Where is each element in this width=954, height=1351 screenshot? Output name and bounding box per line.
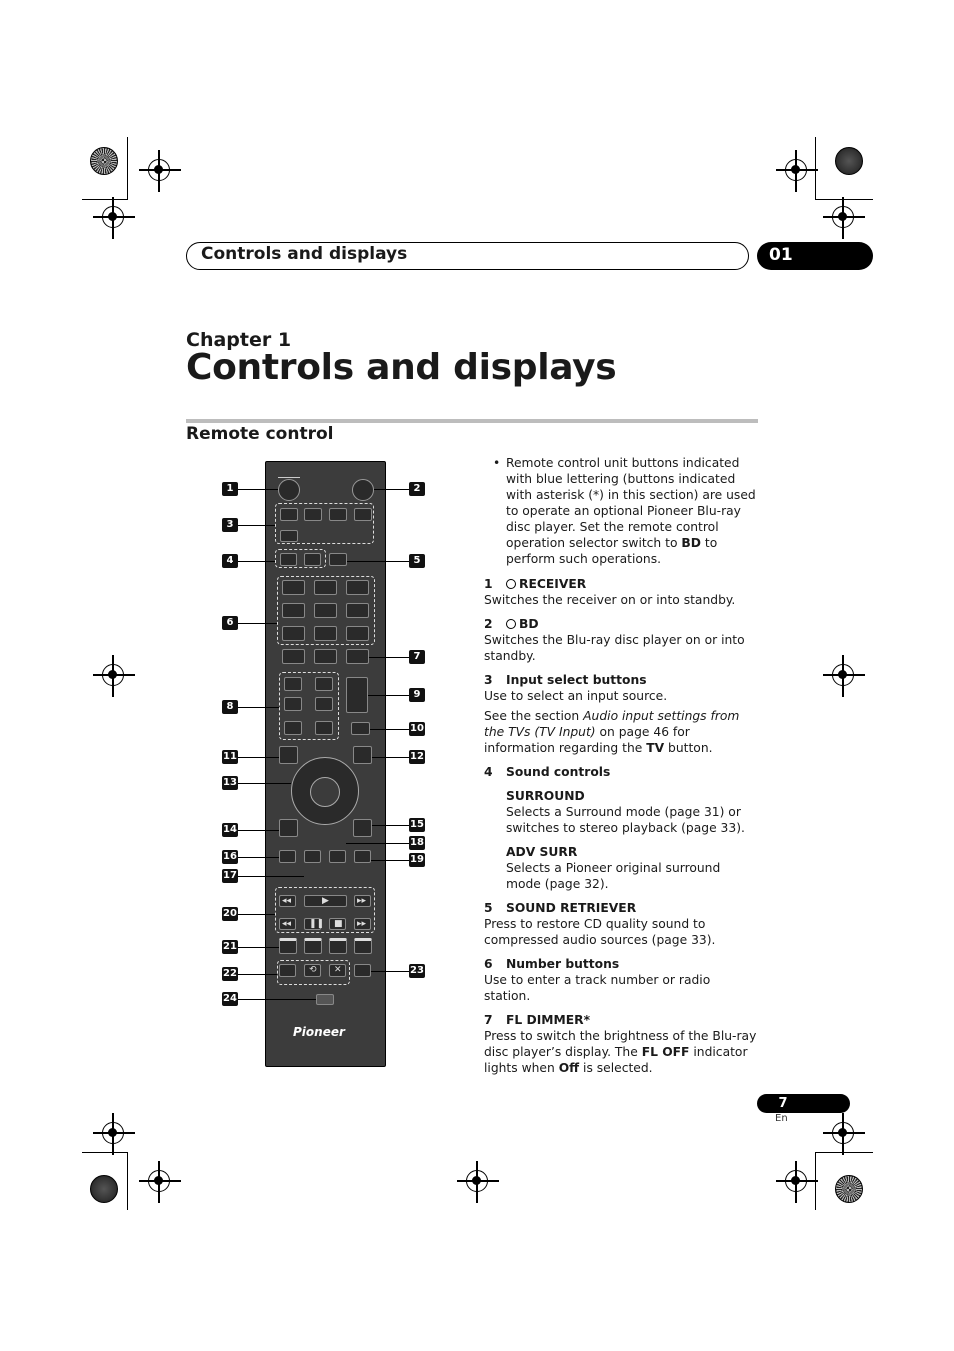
item-description: Switches the Blu-ray disc player on or into standby. [484, 633, 745, 663]
subitem-description: Selects a Surround mode (page 31) or switches to stereo playback (page 33). [506, 805, 745, 835]
callout-label: 9 [409, 688, 425, 702]
bd-power-button [352, 479, 374, 501]
item-description: Press to restore CD quality sound to compressed audio sources (page 33). [484, 917, 716, 947]
section-divider [186, 419, 758, 423]
crosshair-target-icon [832, 206, 854, 228]
next-icon: ▸▸ [357, 919, 367, 929]
registration-burst-icon [90, 1175, 118, 1203]
item-heading: 5 SOUND RETRIEVER [484, 901, 637, 915]
chapter-label: Chapter 1 [186, 329, 292, 351]
callout-label: 11 [223, 751, 237, 762]
callout-label: 23 [410, 965, 424, 976]
shuffle-icon: ✕ [334, 965, 342, 975]
registration-burst-icon [835, 147, 863, 175]
callout-label: 24 [223, 993, 237, 1004]
item-description: Switches the receiver on or into standby. [484, 593, 736, 607]
registration-burst-icon [90, 147, 118, 175]
item-heading: 2 BD [484, 617, 539, 631]
callout-label: 13 [223, 777, 237, 788]
callout-label: 14 [223, 824, 237, 835]
chapter-title: Controls and displays [186, 347, 617, 388]
callout-label: 15 [410, 819, 424, 830]
callout-label: 7 [409, 650, 425, 664]
registration-burst-icon [835, 1175, 863, 1203]
stop-icon: ■ [334, 919, 343, 929]
item-heading: 3 Input select buttons [484, 673, 647, 687]
callout-label: 1 [222, 482, 238, 496]
crosshair-target-icon [832, 664, 854, 686]
item-heading: 7 FL DIMMER* [484, 1013, 591, 1027]
crosshair-target-icon [148, 1170, 170, 1192]
crosshair-target-icon [102, 1122, 124, 1144]
section-title: Remote control [186, 424, 334, 444]
crosshair-target-icon [102, 206, 124, 228]
chapter-number-badge: 01 [757, 242, 873, 270]
crosshair-target-icon [832, 1122, 854, 1144]
callout-label: 4 [222, 554, 238, 568]
power-icon [506, 579, 516, 589]
callout-label: 12 [410, 751, 424, 762]
crosshair-target-icon [466, 1170, 488, 1192]
item-heading: 6 Number buttons [484, 957, 620, 971]
operation-selector-switch [316, 994, 334, 1005]
item-note: See the section Audio input settings from the TVs (TV Input) on page 46 for information regarding the TV button. [484, 709, 740, 755]
crosshair-target-icon [785, 159, 807, 181]
volume-button [346, 677, 368, 713]
callout-label: 16 [223, 851, 237, 862]
callout-label: 22 [223, 968, 237, 979]
subitem-heading: SURROUND [506, 789, 585, 803]
callout-label: 6 [222, 616, 238, 630]
previous-icon: ◂◂ [282, 919, 292, 929]
item-description: Use to enter a track number or radio station. [484, 973, 711, 1003]
play-icon: ▶ [322, 896, 329, 906]
item-heading: 1 RECEIVER [484, 577, 587, 591]
language-code: En [775, 1113, 788, 1124]
page-number: 7 [778, 1096, 788, 1111]
subitem-description: Selects a Pioneer original surround mode (page 32). [506, 861, 721, 891]
repeat-icon: ⟲ [309, 965, 317, 975]
callout-label: 20 [223, 908, 237, 919]
rewind-icon: ◂◂ [282, 896, 292, 906]
fast-forward-icon: ▸▸ [357, 896, 367, 906]
callout-label: 3 [222, 518, 238, 532]
crosshair-target-icon [785, 1170, 807, 1192]
bd-note-bullet: • Remote control unit buttons indicated with blue lettering (buttons indicated with asterisk (*) in this section) are used to operate an optional Pioneer Blu-ray disc player. Set the remote control operation selector switch to BD to perform such operations. [484, 455, 759, 567]
enter-button [310, 777, 340, 807]
callout-label: 17 [223, 870, 237, 881]
pause-icon: ❚❚ [309, 919, 325, 929]
callout-label: 19 [410, 854, 424, 865]
receiver-power-button [278, 479, 300, 501]
crosshair-target-icon [102, 664, 124, 686]
callout-label: 21 [223, 941, 237, 952]
description-column [484, 455, 759, 1076]
item-description: Use to select an input source. [484, 689, 668, 703]
callout-label: 8 [222, 700, 238, 714]
callout-label: 18 [410, 837, 424, 848]
power-icon [506, 619, 516, 629]
crosshair-target-icon [148, 159, 170, 181]
callout-label: 2 [409, 482, 425, 496]
remote-brand-logo: Pioneer [293, 1025, 345, 1039]
callout-label: 5 [409, 554, 425, 568]
item-heading: 4 Sound controls [484, 765, 611, 779]
callout-label: 10 [410, 723, 424, 734]
header-title: Controls and displays [201, 244, 408, 264]
subitem-heading: ADV SURR [506, 845, 578, 859]
item-description: Press to switch the brightness of the Blu-ray disc player’s display. The FL OFF indicator lights when Off is selected. [484, 1029, 757, 1075]
